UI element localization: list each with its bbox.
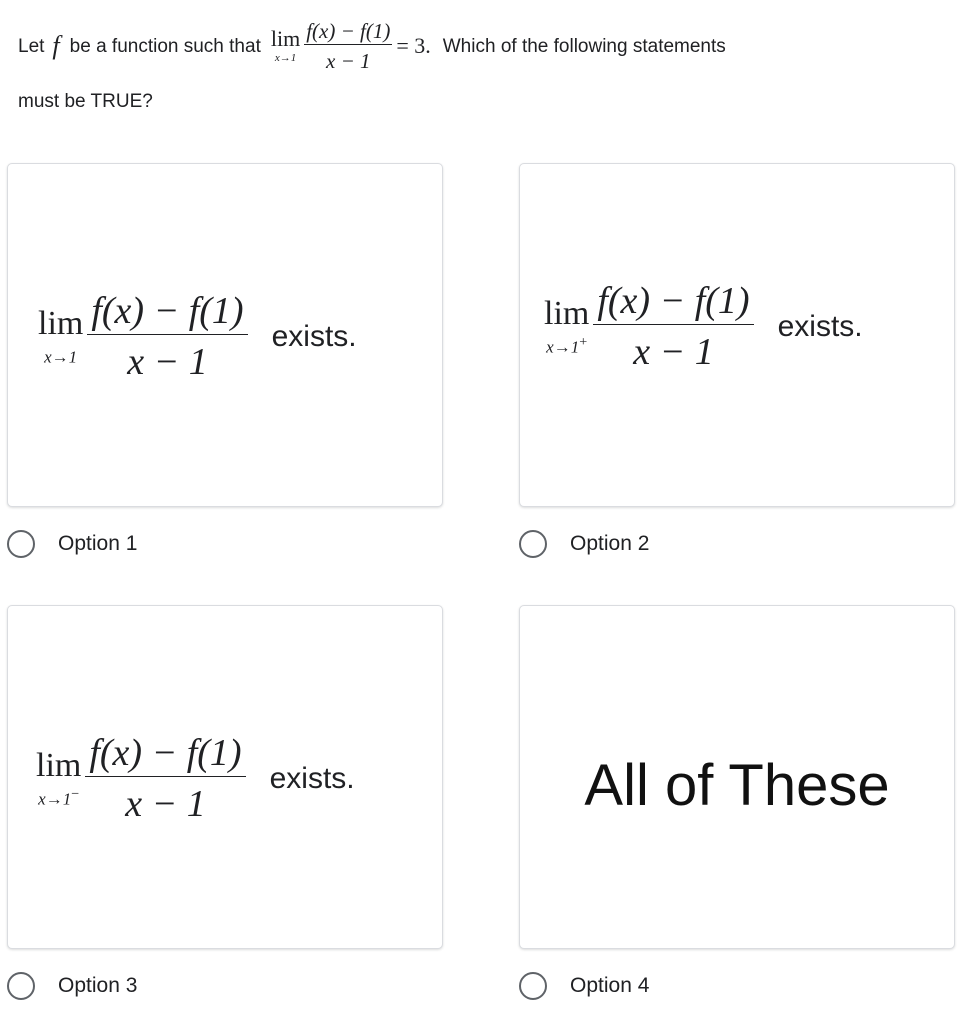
- limit-word: lim: [36, 747, 82, 785]
- limit-operator: [38, 307, 83, 366]
- option-label: Option 2: [570, 532, 650, 555]
- option-3-expression: [36, 734, 355, 823]
- question-middle: be a function such that: [69, 35, 261, 57]
- question-prefix: Let: [18, 35, 45, 57]
- option-label: Option 1: [58, 532, 138, 555]
- fraction-numerator: f(x) − f(1): [306, 18, 391, 43]
- limit-expression: [36, 734, 246, 823]
- function-symbol: f: [52, 31, 60, 60]
- question-line-1: [18, 18, 958, 74]
- limit-subscript: [546, 335, 587, 356]
- radio-button[interactable]: [7, 530, 35, 558]
- radio-button[interactable]: [7, 972, 35, 1000]
- option-3-choice[interactable]: [7, 972, 137, 1000]
- fraction-numerator: f(x) − f(1): [91, 290, 244, 332]
- limit-word: lim: [38, 305, 84, 343]
- fraction-denominator: x − 1: [127, 341, 208, 383]
- limit-word: lim: [270, 26, 301, 51]
- question-text: [18, 18, 958, 111]
- limit-subscript: [38, 787, 79, 808]
- exists-text: exists.: [271, 319, 357, 353]
- fraction-numerator: f(x) − f(1): [89, 732, 242, 774]
- all-of-these-text: All of These: [584, 753, 890, 818]
- limit-subscript: [44, 345, 77, 366]
- question-limit-expression: [270, 18, 431, 73]
- option-2-expression: [544, 282, 863, 371]
- radio-button[interactable]: [519, 972, 547, 1000]
- question-line-2: must be TRUE?: [18, 91, 153, 112]
- limit-subscript-text: x→1: [546, 337, 580, 357]
- option-2-image-card[interactable]: [519, 163, 955, 507]
- option-label: Option 4: [570, 974, 650, 997]
- fraction-numerator: f(x) − f(1): [597, 280, 750, 322]
- question-suffix: Which of the following statements: [442, 35, 726, 57]
- limit-subscript: x→1: [274, 52, 297, 64]
- option-3-image-card[interactable]: [7, 605, 443, 949]
- fraction-denominator: x − 1: [633, 331, 714, 373]
- option-1-expression: [38, 292, 357, 381]
- fraction: [593, 282, 753, 371]
- limit-operator: [36, 749, 81, 808]
- exists-text: exists.: [269, 761, 355, 795]
- radio-button[interactable]: [519, 530, 547, 558]
- fraction: [87, 292, 247, 381]
- fraction: [85, 734, 245, 823]
- limit-direction: +: [579, 334, 588, 351]
- equals-three: = 3.: [396, 33, 431, 58]
- limit-expression: [38, 292, 248, 381]
- option-1-choice[interactable]: [7, 530, 137, 558]
- limit-word: lim: [544, 295, 590, 333]
- limit-operator: [271, 28, 300, 64]
- limit-expression: [544, 282, 754, 371]
- option-label: Option 3: [58, 974, 138, 997]
- fraction: [304, 18, 392, 73]
- option-4-image-card[interactable]: [519, 605, 955, 949]
- option-1-image-card[interactable]: [7, 163, 443, 507]
- exists-text: exists.: [777, 309, 863, 343]
- option-4-choice[interactable]: [519, 972, 649, 1000]
- limit-direction: −: [71, 786, 80, 803]
- limit-subscript-text: x→1: [44, 347, 78, 367]
- fraction-denominator: x − 1: [125, 783, 206, 825]
- limit-operator: [544, 297, 589, 356]
- limit-subscript-text: x→1: [38, 789, 72, 809]
- fraction-denominator: x − 1: [326, 48, 371, 73]
- option-2-choice[interactable]: [519, 530, 649, 558]
